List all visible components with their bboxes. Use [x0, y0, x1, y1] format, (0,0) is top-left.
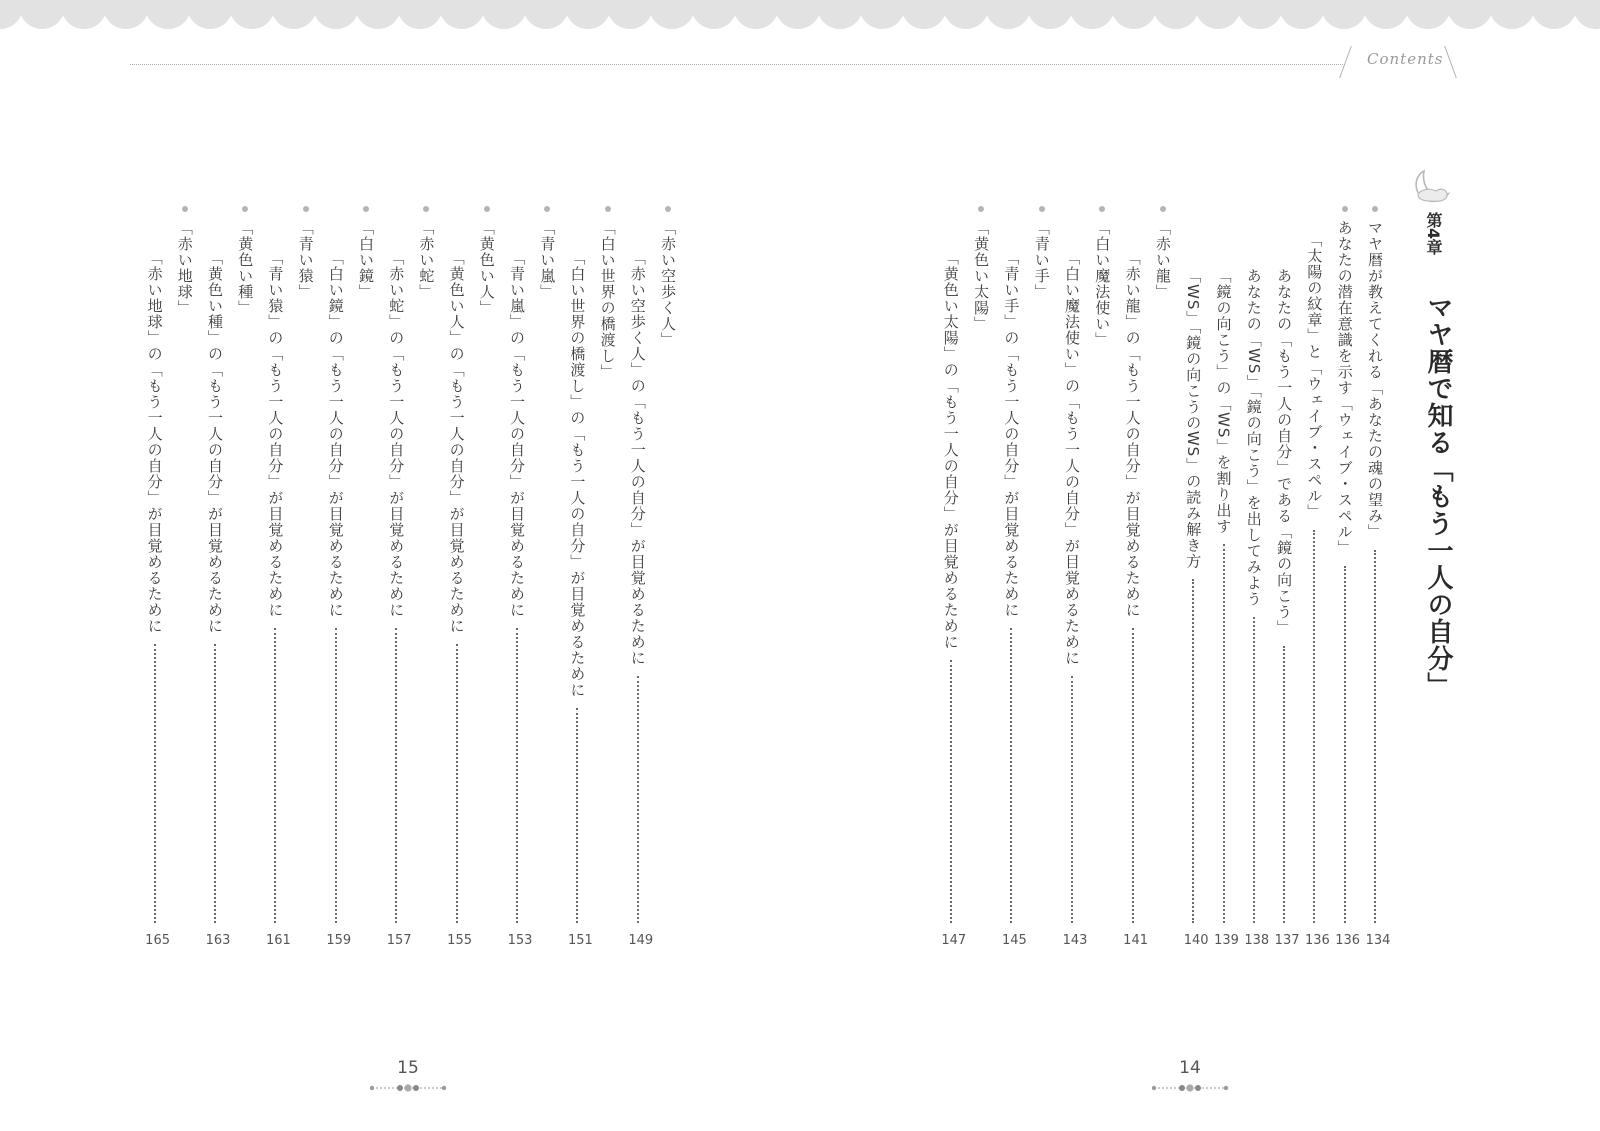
toc-entry[interactable] — [234, 0, 264, 960]
toc-entry[interactable] — [1152, 0, 1182, 960]
toc-entry-title: 「黄色い太陽」の「もう一人の自分」が目覚めるために — [941, 250, 960, 650]
toc-entry[interactable] — [1273, 0, 1303, 960]
toc-entry[interactable] — [1182, 0, 1212, 960]
dot-leader — [154, 644, 156, 923]
bullet-icon — [605, 206, 611, 212]
toc-entry-title: 「赤い地球」 — [175, 220, 194, 316]
toc-entry-title: 「赤い蛇」 — [417, 220, 436, 300]
dot-leader — [1071, 676, 1073, 923]
header-slash-right — [1444, 46, 1457, 78]
scallop-arc — [1531, 0, 1577, 29]
bullet-icon — [182, 206, 188, 212]
bullet-icon — [665, 206, 671, 212]
dot-leader — [456, 644, 458, 923]
toc-entry-title: 「青い嵐」 — [538, 220, 557, 300]
toc-entry[interactable] — [355, 0, 385, 960]
toc-entry[interactable] — [1334, 0, 1364, 960]
page-number-15: 15 — [397, 1058, 419, 1078]
toc-entry[interactable] — [940, 0, 970, 960]
toc-entry-page-number: 163 — [205, 933, 231, 948]
toc-entry-title: 「黄色い種」の「もう一人の自分」が目覚めるために — [206, 250, 224, 634]
toc-entry-page-number: 165 — [145, 933, 170, 948]
dot-leader — [950, 660, 952, 923]
scallop-arc — [103, 0, 149, 29]
toc-entry[interactable] — [536, 0, 566, 960]
dot-leader — [637, 676, 639, 923]
toc-entry-title: あなたの「もう一人の自分」である「鏡の向こう」 — [1275, 268, 1294, 636]
toc-entry-title: 「WS」「鏡の向こうのWS」の読み解き方 — [1184, 268, 1203, 570]
toc-entry[interactable] — [506, 0, 536, 960]
toc-entry-title: 「赤い龍」の「もう一人の自分」が目覚めるために — [1123, 250, 1142, 618]
toc-entry-title: あなたの「WS」「鏡の向こう」を出してみよう — [1244, 268, 1263, 607]
bullet-icon — [484, 206, 490, 212]
toc-entry-page-number: 149 — [628, 933, 654, 948]
toc-entry[interactable] — [264, 0, 294, 960]
dot-leader — [214, 644, 216, 923]
toc-entry[interactable] — [204, 0, 234, 960]
toc-entry-title: 「黄色い太陽」 — [972, 220, 991, 332]
toc-entry[interactable] — [1213, 0, 1243, 960]
toc-entry-page-number: 153 — [507, 933, 533, 948]
toc-entry-page-number: 159 — [326, 933, 352, 948]
toc-entry-title: 「白い鏡」の「もう一人の自分」が目覚めるために — [326, 250, 345, 618]
toc-entry[interactable] — [970, 0, 1000, 960]
toc-entry-page-number: 136 — [1304, 933, 1330, 948]
bullet-icon — [242, 206, 248, 212]
toc-entry-title: 「赤い空歩く人」 — [659, 220, 677, 348]
dot-leader — [1223, 544, 1225, 923]
dot-leader — [576, 708, 578, 923]
toc-entry-title: 「青い嵐」の「もう一人の自分」が目覚めるために — [508, 250, 526, 618]
toc-entry-title: あなたの潜在意識を示す「ウェイブ・スペル」 — [1335, 220, 1354, 556]
toc-entry-page-number: 145 — [1001, 933, 1027, 948]
toc-entry-title: 「青い手」の「もう一人の自分」が目覚めるために — [1002, 250, 1021, 618]
bullet-icon — [1099, 206, 1105, 212]
dot-leader — [1192, 579, 1194, 923]
toc-entry-page-number: 140 — [1183, 933, 1209, 948]
toc-entry-title: マヤ暦が教えてくれる「あなたの魂の望み」 — [1366, 220, 1384, 540]
toc-entry-page-number: 157 — [386, 933, 412, 948]
toc-entry-title: 「白い魔法使い」の「もう一人の自分」が目覚めるために — [1063, 250, 1081, 666]
toc-entry[interactable] — [597, 0, 627, 960]
toc-entry[interactable] — [476, 0, 506, 960]
toc-entry[interactable] — [1061, 0, 1091, 960]
bullet-icon — [303, 206, 309, 212]
toc-entry-title: 「太陽の紋章」と「ウェイブ・スペル」 — [1305, 232, 1324, 520]
toc-entry-page-number: 141 — [1123, 933, 1148, 948]
toc-entry-page-number: 134 — [1365, 933, 1391, 948]
toc-entry[interactable] — [325, 0, 355, 960]
bullet-icon — [1160, 206, 1166, 212]
toc-entry-title: 「赤い空歩く人」の「もう一人の自分」が目覚めるために — [628, 250, 647, 666]
dot-leader — [1253, 617, 1255, 923]
toc-entry-title: 「青い手」 — [1032, 220, 1051, 300]
toc-entry-title: 「白い魔法使い」 — [1093, 220, 1112, 348]
toc-entry-title: 「鏡の向こう」の「WS」を割り出す — [1214, 268, 1233, 535]
dot-leader — [516, 628, 518, 923]
dot-leader — [1374, 550, 1376, 923]
toc-entry-title: 「青い猿」 — [296, 220, 315, 300]
chapter-number: 第4章 — [1424, 212, 1443, 256]
dot-leader — [274, 628, 276, 923]
page-number-14: 14 — [1179, 1058, 1201, 1078]
scallop-arc — [817, 0, 863, 29]
contents-label: Contents — [1367, 50, 1444, 68]
dot-leader — [1283, 646, 1285, 923]
toc-entry[interactable] — [1364, 0, 1394, 960]
toc-entry[interactable] — [174, 0, 204, 960]
bullet-icon — [1342, 206, 1348, 212]
scallop-arc — [733, 0, 779, 29]
toc-entry-page-number: 151 — [567, 933, 593, 948]
dot-leader — [395, 628, 397, 923]
toc-entry[interactable] — [657, 0, 687, 960]
toc-entry-page-number: 137 — [1274, 933, 1300, 948]
toc-entry[interactable] — [446, 0, 476, 960]
scallop-arc — [1489, 0, 1535, 29]
scallop-arc — [859, 0, 905, 29]
scallop-arc — [1447, 0, 1493, 29]
scallop-arc — [691, 0, 737, 29]
toc-entry-title: 「白い世界の橋渡し」 — [598, 220, 617, 380]
bullet-icon — [544, 206, 550, 212]
toc-entry-title: 「黄色い人」の「もう一人の自分」が目覚めるために — [447, 250, 466, 634]
dot-leader — [1313, 530, 1315, 923]
scallop-arc — [1573, 0, 1600, 29]
toc-entry[interactable] — [1000, 0, 1030, 960]
folio-ornament-left — [368, 1082, 448, 1094]
toc-entry[interactable] — [1031, 0, 1061, 960]
toc-entry-title: 「赤い龍」 — [1153, 220, 1172, 300]
toc-entry[interactable] — [566, 0, 596, 960]
toc-entry-title: 「赤い蛇」の「もう一人の自分」が目覚めるために — [387, 250, 406, 618]
toc-entry-title: 「赤い地球」の「もう一人の自分」が目覚めるために — [145, 250, 164, 634]
crescent-moon-icon — [1408, 168, 1452, 206]
dot-leader — [1010, 628, 1012, 923]
scallop-arc — [19, 0, 65, 29]
bullet-icon — [978, 206, 984, 212]
toc-entry[interactable] — [415, 0, 445, 960]
toc-entry-title: 「白い世界の橋渡し」の「もう一人の自分」が目覚めるために — [568, 250, 587, 698]
toc-entry-title: 「黄色い人」 — [477, 220, 496, 316]
toc-entry[interactable] — [144, 0, 174, 960]
toc-entry[interactable] — [385, 0, 415, 960]
toc-entry-page-number: 155 — [447, 933, 472, 948]
toc-entry[interactable] — [1091, 0, 1121, 960]
toc-entry[interactable] — [1243, 0, 1273, 960]
toc-entry-title: 「黄色い種」 — [236, 220, 255, 316]
dot-leader — [1344, 566, 1346, 923]
folio-ornament-right — [1150, 1082, 1230, 1094]
scallop-arc — [775, 0, 821, 29]
toc-entry[interactable] — [1303, 0, 1333, 960]
toc-entry[interactable] — [295, 0, 325, 960]
toc-entry[interactable] — [1122, 0, 1152, 960]
dot-leader — [335, 628, 337, 923]
toc-entry-page-number: 143 — [1062, 933, 1088, 948]
toc-entry-page-number: 136 — [1335, 933, 1361, 948]
scallop-arc — [61, 0, 107, 29]
toc-entry[interactable] — [627, 0, 657, 960]
bullet-icon — [423, 206, 429, 212]
bullet-icon — [363, 206, 369, 212]
toc-entry-title: 「白い鏡」 — [357, 220, 375, 300]
bullet-icon — [1039, 206, 1045, 212]
scallop-arc — [1405, 0, 1451, 29]
chapter-title: マヤ暦で知る「もう一人の自分」 — [1423, 294, 1453, 699]
toc-entry-page-number: 138 — [1244, 933, 1270, 948]
dot-leader — [1132, 628, 1134, 923]
toc-entry-page-number: 161 — [265, 933, 291, 948]
toc-entry-page-number: 147 — [941, 933, 967, 948]
bullet-icon — [1372, 206, 1378, 212]
toc-entry-page-number: 139 — [1214, 933, 1239, 948]
toc-entry-title: 「青い猿」の「もう一人の自分」が目覚めるために — [266, 250, 285, 618]
